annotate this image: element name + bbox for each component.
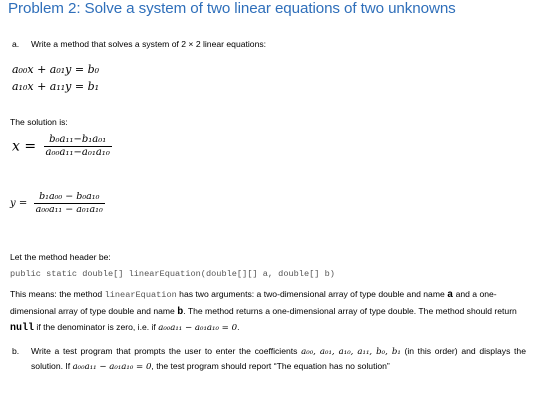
method-description: [10, 287, 525, 337]
coefficient-list: a₀₀, a₀₁, a₁₀, a₁₁, b₀, b₁: [301, 347, 401, 357]
item-b-part-3: , the test program should report “The equation has no solution”: [151, 360, 390, 371]
item-a: [12, 38, 266, 50]
header-intro: Let the method header be:: [10, 252, 111, 262]
y-lhs: y =: [10, 198, 28, 209]
y-fraction: [34, 191, 105, 216]
x-numerator: b₀a₁₁−b₁a₀₁: [49, 134, 107, 145]
item-b-condition: a₀₀a₁₁ − a₀₁a₁₀ = 0: [72, 361, 152, 372]
y-numerator: b₁a₀₀ − b₀a₁₀: [39, 191, 100, 202]
desc-part-4: . The method returns a one-dimensional array of type double. The method should return: [183, 305, 517, 316]
method-name-code: linearEquation: [104, 290, 177, 300]
array-a-name: a: [447, 290, 454, 301]
desc-part-1: This means: the method: [10, 289, 105, 299]
y-denominator: a₀₀a₁₁ − a₀₁a₁₀: [35, 204, 103, 215]
solution-label: The solution is:: [10, 117, 68, 127]
y-solution: [10, 191, 105, 216]
method-header-code: public static double[] linearEquation(double[][] a, double[] b): [10, 269, 335, 279]
equation-2: a₁₀x + a₁₁y = b₁: [12, 80, 100, 93]
null-code: null: [10, 323, 35, 334]
item-a-label: a.: [12, 39, 20, 49]
item-b-part-2: (in this order) and displays the solution. If: [31, 346, 526, 371]
x-fraction: [44, 134, 112, 159]
desc-part-2: has two arguments: a two-dimensional array of type double and name: [176, 289, 448, 299]
denominator-condition: a₀₀a₁₁ − a₀₁a₁₀ = 0: [158, 323, 238, 333]
item-b-text: [31, 345, 526, 374]
desc-part-6: .: [237, 322, 240, 332]
array-b-name: b: [177, 306, 184, 318]
x-solution: [12, 134, 112, 159]
item-b: [12, 345, 526, 374]
equation-1: a₀₀x + a₀₁y = b₀: [12, 63, 100, 76]
item-b-part-1: Write a test program that prompts the user to enter the coefficients: [31, 346, 302, 356]
item-a-text: Write a method that solves a system of 2 × 2 linear equations:: [30, 39, 267, 49]
x-denominator: a₀₀a₁₁−a₀₁a₁₀: [45, 147, 110, 158]
desc-part-3: and a one-dimensional array of type double and name: [10, 289, 497, 316]
item-b-label: b.: [12, 346, 20, 356]
x-lhs: x =: [12, 138, 37, 155]
problem-title: Problem 2: Solve a system of two linear equations of two unknowns: [8, 0, 456, 17]
desc-part-5: if the denominator is zero, i.e. if: [34, 322, 159, 332]
